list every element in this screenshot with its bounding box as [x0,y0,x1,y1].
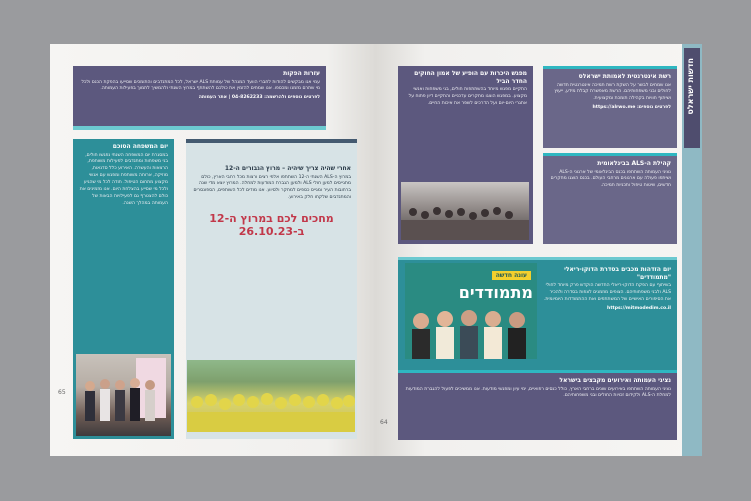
documentary-link: https://mitmodedim.co.il [607,305,671,311]
meeting-photo [401,182,529,240]
left-page-number: 65 [58,389,66,396]
family-day-title: יום המשפחה הסוכם [112,143,168,150]
race-body: במרוץ ה-ALS השנתי ה-12 השתתפו אלפי רצים ורצות מכל רחבי הארץ, כולם מתגייסים למען חולי ALS ולמען הגברת המודעות למחלה. המרוץ יוצא מדי שנה ברחובות העיר ומגייס כספים למחקר ולסיוע. אנו מודים לכל השותפים, הספונסרים והמתנדבים שלקחו חלק באירוע. [193,174,351,201]
family-day-photo [76,354,171,436]
right-page [376,44,702,456]
events-title: נציגי העמותה ואירועים מקבצים בישראל [559,377,671,384]
audience-photo-icon [401,182,529,240]
thanks-body: עמי אנו מבקשים להודות לחברי הוועד המנהל של עמותת ALS ישראל, לכל המתנדבים והתומכים שסייעו בהפקת הכנס ולכל מי שתרם מזמנו ומכספו. אנו שמחים להזמין את כולכם להשתתף במרוץ השנתי ולהמשיך לתמוך בפעילות העמותה. [81,79,320,92]
right-page-number: 64 [380,419,388,426]
meeting-title: מפגש היכרות עם הופיע של אמון החוקים החדר הביל [414,70,527,85]
left-page [50,44,376,456]
network-title: רשת אינטרנטית לאמותת ישראלס [578,73,671,80]
network-body: אנו שמחים לבשר על השקת רשת תמיכה אינטרנטית חדשה לחולים ובני משפחותיהם. הרשת מאפשרת קבלת מידע, ייעוץ ושיתוף חוויות בקהילה תומכת ומקצועית. [554,82,671,102]
events-body: נציגי העמותה השתתפו באירועים שונים ברחבי הארץ, כולל כנסים רפואיים, ימי עיון ומפגשי מודעות. אנו ממשיכים לפעול להגברת המודעות למחלת ה-ALS ולקידום זכויות החולים ובני משפחותיהם. [405,386,671,399]
show-title: מתמודדים [458,283,533,302]
family-day-body: במסגרת יום המשפחה השנתי נפגשו חולים, בני משפחות ומתנדבים לפעילות משותפת, הרצאות והעשרה. האירוע כלל סדנאות, מוזיקה, ארוחה משותפת ומפגש עם אנשי מקצוע מתחום הטיפול. תודה לכל מי שהגיע ולכל מי שסייע בהצלחת היום. אנו מזמינים את כולם להצטרף גם לפעילויות הבאות של העמותה במהלך השנה. [79,152,168,206]
thanks-link: לפרטים נוספים ולהרשמה: 04-8262233 | אתר העמותה [198,95,320,101]
show-tag: עונה חדשה [492,271,531,280]
international-body: נציגי העמותה השתתפו בכנס הבינלאומי של ארגוני ה-ALS ושיתפו פעולה עם ארגונים מרחבי העולם. בכנס הוצגו מחקרים חדשים, שיטות טיפול ותכניות תמיכה. [550,169,671,189]
meeting-body: התקיים מפגש מיוחד בהשתתפות חולים, בני משפחות ואנשי מקצוע. במפגש הוצגו מחקרים עדכניים והתקיים דיון פתוח על אתגרי היום-יום ועל הדרכים לשפר את איכות החיים. [408,87,527,106]
section-tab [682,44,702,456]
documentary-title: יום הזדהות מכבים בסדרת הדוקו-ריאלי "מתמודדים" [564,266,671,281]
cast-photo-icon [405,263,537,359]
magazine-spread [50,44,702,456]
international-box [543,153,677,244]
race-title: אחרי שהיה צריך שיהיה – מרוץ הגבורים ה-12 [224,165,351,172]
documentary-poster [405,263,537,359]
international-title: קהילת ה-ALS בבינלאומית [597,160,671,167]
section-tab-label: חדשות ישראלס [686,58,695,115]
race-photo [187,360,355,432]
network-box [543,66,677,148]
documentary-body: בשיתוף עם הפקת הדוקו-ריאלי החדשה הוקדש פרק מיוחד לחולי ALS ולבני משפחותיהם. הצופים מוזמנים לצפות בסדרה ולהכיר את הסיפורים האישיים של המשתתפים ואת ההתמודדות היומיומית. [543,283,671,302]
thanks-box [73,66,326,130]
runners-photo-icon [187,360,355,432]
group-photo-icon [76,354,171,436]
events-box [398,370,677,440]
network-link: לפרטים נוספים: https://alrwo.me [592,105,671,111]
thanks-title: עזרות הפקות [283,70,320,77]
race-cta: מחכים לכם במרוץ ה-12 ב-26.10.23 [209,212,334,239]
